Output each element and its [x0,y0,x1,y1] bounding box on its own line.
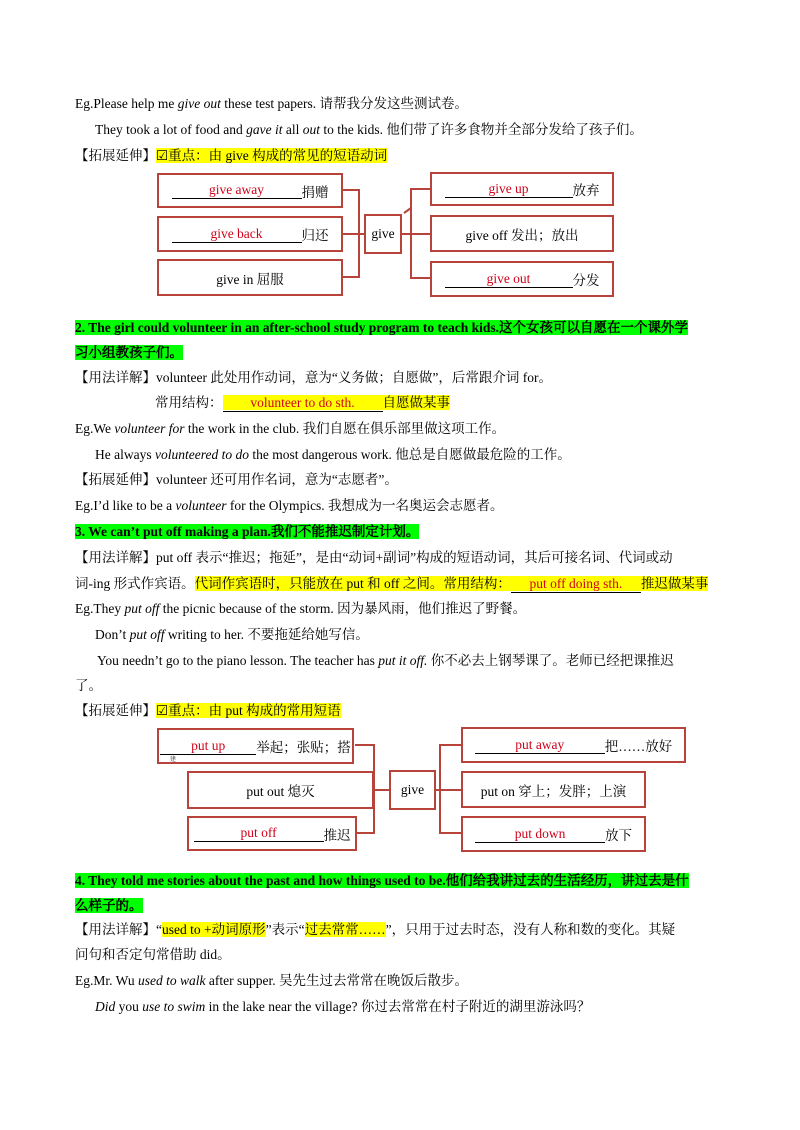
section-3-example-3: You needn’t go to the piano lesson. The teacher has put it off. 你不必去上钢琴课了。老师已经把课推迟 [97,653,674,668]
section-3-usage-1: 【用法详解】put off 表示“推迟；拖延”，是由“动词+副词”构成的短语动词，其后可接名词、代词或动 [75,550,673,565]
give-in-box: give in 屈服 [157,259,343,296]
tiny-note: 建 [170,757,177,763]
give-back-box: give back 归还 [157,216,343,252]
section-4-heading: 4. They told me stories about the past and how things used to be.他们给我讲过去的生活经历，讲过去是什 [75,873,689,888]
section-4-example-1: Eg.Mr. Wu used to walk after supper. 吴先生过去常常在晚饭后散步。 [75,973,468,988]
put-away-box: put away 把……放好 [461,727,686,763]
section-2-example-1: Eg.We volunteer for the work in the club. 我们自愿在俱乐部里做这项工作。 [75,421,506,436]
section-2-structure: 常用结构： volunteer to do sth. 自愿做某事 [155,395,450,410]
give-center-box: give [364,214,402,254]
put-on-box: put on 穿上；发胖；上演 [461,771,646,808]
section-2-heading-cont: 习小组教孩子们。 [75,345,183,360]
put-off-box: put off 推迟 [187,816,357,851]
section-2-heading: 2. The girl could volunteer in an after-school study program to teach kids.这个女孩可以自愿在一个课外学 [75,320,689,335]
section-3-example-1: Eg.They put off the picnic because of the storm. 因为暴风雨，他们推迟了野餐。 [75,601,527,616]
put-down-box: put down 放下 [461,816,646,852]
section-3-example-3-cont: 了。 [75,678,102,693]
section-4-heading-cont: 么样子的。 [75,898,143,913]
example-give-out-2: They took a lot of food and gave it all out to the kids. 他们带了许多食物并全部分发给了孩子们。 [95,122,643,137]
put-center-box: give [389,770,436,810]
section-3-usage-2: 词-ing 形式作宾语。代词作宾语时，只能放在 put 和 off 之间。常用结构： put off doing sth. 推迟做某事 [75,576,709,591]
section-4-example-2: Did you use to swim in the lake near the village? 你过去常常在村子附近的湖里游泳吗？ [95,999,591,1014]
give-up-box: give up 放弃 [430,172,614,206]
section-3-heading: 3. We can’t put off making a plan.我们不能推迟制定计划。 [75,524,420,539]
give-off-box: give off 发出；放出 [430,215,614,252]
put-out-box: put out 熄灭 [187,771,374,809]
extension-put-header: 【拓展延伸】☑重点：由 put 构成的常用短语 [75,703,341,718]
section-2-example-3: Eg.I’d like to be a volunteer for the Olympics. 我想成为一名奥运会志愿者。 [75,498,504,513]
section-2-usage: 【用法详解】volunteer 此处用作动词，意为“义务做；自愿做”，后常跟介词 for。 [75,370,552,385]
put-up-box: put up 举起；张贴；搭 [157,728,354,764]
section-4-usage-1: 【用法详解】“used to +动词原形”表示“过去常常……”，只用于过去时态，没有人称和数的变化。其疑 [75,922,676,937]
give-out-box: give out 分发 [430,261,614,297]
check-icon: ☑ [156,148,169,163]
extension-give-header: 【拓展延伸】☑重点：由 give 构成的常见的短语动词 [75,148,388,163]
phrase-give-out: give out [177,96,221,111]
section-2-extension: 【拓展延伸】volunteer 还可用作名词，意为“志愿者”。 [75,472,398,487]
section-3-example-2: Don’t put off writing to her. 不要拖延给她写信。 [95,627,369,642]
check-icon: ☑ [156,703,169,718]
give-away-box: give away 捐赠 [157,173,343,208]
section-2-example-2: He always volunteered to do the most dangerous work. 他总是自愿做最危险的工作。 [95,447,571,462]
section-4-usage-2: 问句和否定句常借助 did。 [75,947,231,962]
example-give-out-1: Eg.Please help me give out these test papers. 请帮我分发这些测试卷。 [75,96,468,111]
